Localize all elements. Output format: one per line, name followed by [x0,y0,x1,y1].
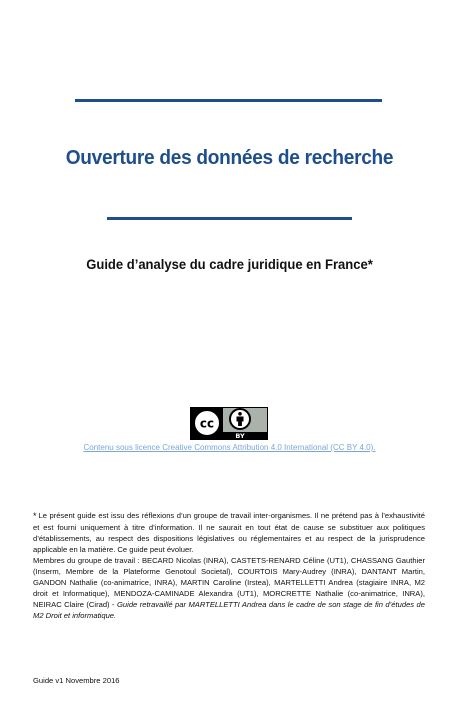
footnote-disclaimer [33,510,425,555]
footnote-star: * [33,511,37,521]
license-link[interactable]: Contenu sous licence Creative Commons Attribution 4.0 International (CC BY 4.0). [83,443,376,452]
footnote [33,510,425,621]
title-top-rule [75,99,382,102]
footnote-members-text: Membres du groupe de travail : BECARD Nicolas (INRA), CASTETS-RENARD Céline (UT1), CHASSANG Gauthier (Inserm, Membre de la Plateforme Genotoul Societal), COURTOIS Mary-Audrey (INRA), DANTANT Martin, GANDON Nathalie (co-animatrice, INRA), MARTIN Caroline (Irstea), MARTELLETTI Andrea (stagiaire INRA, M2 droit et Informatique), MENDOZA-CAMINADE Alexandra (UT1), MORCRETTE Nathalie (co-animatrice, INRA), NEIRAC Claire (Cirad) - [33,556,425,609]
footnote-members [33,555,425,621]
document-subtitle: Guide d’analyse du cadre juridique en France* [86,256,373,272]
by-badge-text: BY [235,432,245,440]
document-title: Ouverture des données de recherche [65,146,394,169]
document-version: Guide v1 Novembre 2016 [33,676,120,685]
cc-badge-text: cc [199,416,215,431]
cc-by-icon [190,407,268,440]
footnote-disclaimer-text: Le présent guide est issu des réflexions d’un groupe de travail inter-organismes. Il ne prétend pas à l’exhaustivité et est fourni uniquement à titre d’information. Il ne saurait en tout état de cause se substituer aux politiques d’établissements, au respect des dispositions législatives ou réglementaires et au respect de la jurisprudence applicable en la matière. Ce guide peut évoluer. [33,511,425,554]
title-bottom-rule [107,217,352,220]
footnote-members-note: Guide retravaillé par MARTELLETTI Andrea dans le cadre de son stage de fin d’études de M2 Droit et informatique. [33,600,425,620]
